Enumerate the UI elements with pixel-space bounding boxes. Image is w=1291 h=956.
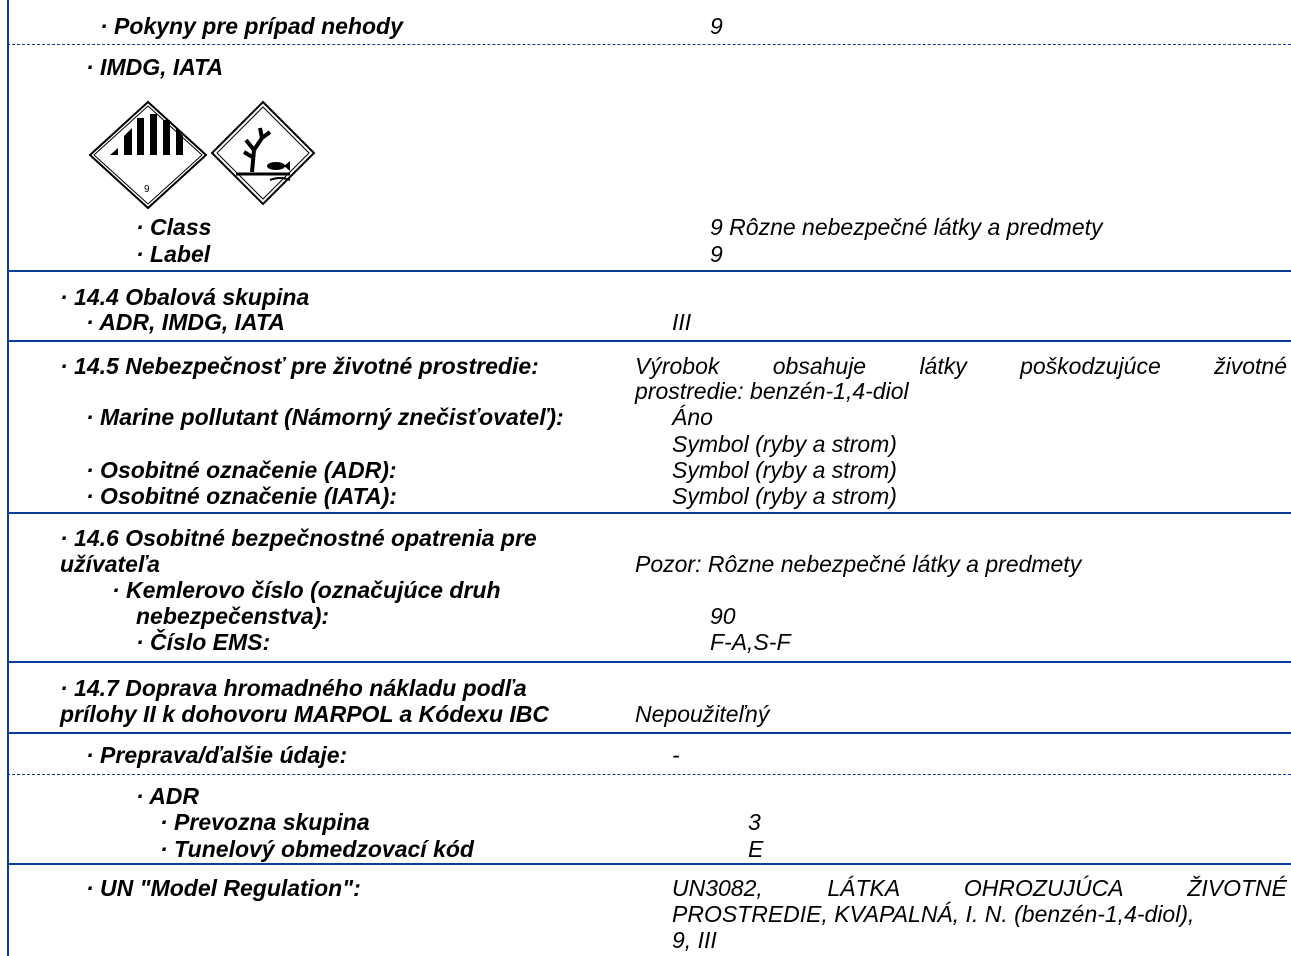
section-divider — [7, 732, 1291, 734]
s14-5-value-line1: Výrobok obsahuje látky poškodzujúce životné — [635, 353, 1287, 379]
adr-heading: · ADR — [136, 783, 200, 809]
section-divider — [7, 270, 1291, 272]
label-value: 9 — [710, 241, 723, 267]
adr-tunnel-value: E — [748, 836, 764, 862]
section-divider — [7, 512, 1291, 514]
accident-label: · Pokyny pre prípad nehody — [100, 13, 403, 39]
s14-4-sub-label: · ADR, IMDG, IATA — [86, 309, 285, 335]
s14-6-value: Pozor: Rôzne nebezpečné látky a predmety — [635, 551, 1082, 577]
s14-5-value-line2: prostredie: benzén-1,4-diol — [635, 378, 909, 404]
adr-mark-value: Symbol (ryby a strom) — [672, 457, 897, 483]
adr-mark-label: · Osobitné označenie (ADR): — [86, 457, 397, 483]
section-divider — [7, 661, 1291, 663]
s14-4-sub-value: III — [672, 309, 692, 335]
s14-7-heading-line2: prílohy II k dohovoru MARPOL a Kódexu IBC — [60, 701, 549, 727]
iata-mark-label: · Osobitné označenie (IATA): — [86, 483, 397, 509]
imdg-heading: · IMDG, IATA — [86, 54, 224, 80]
kemler-label-line2: nebezpečenstva): — [136, 603, 330, 629]
label-label: · Label — [136, 241, 211, 267]
s14-6-heading-line2: užívateľa — [60, 551, 160, 577]
transport-label: · Preprava/ďalšie údaje: — [86, 742, 348, 768]
environment-hazard-icon — [210, 100, 316, 206]
kemler-value: 90 — [710, 603, 736, 629]
ems-label: · Číslo EMS: — [136, 629, 271, 655]
section-divider — [7, 340, 1291, 342]
svg-text:9: 9 — [144, 184, 150, 195]
marine-label: · Marine pollutant (Námorný znečisťovateľ): — [86, 404, 564, 430]
accident-value: 9 — [710, 13, 723, 39]
adr-group-label: · Prevozna skupina — [160, 809, 370, 835]
left-border — [7, 0, 9, 956]
un-line2: PROSTREDIE, KVAPALNÁ, I. N. (benzén-1,4-diol), — [672, 901, 1195, 927]
marine-value-2: Symbol (ryby a strom) — [672, 431, 897, 457]
un-label: · UN "Model Regulation": — [86, 875, 361, 901]
adr-group-value: 3 — [748, 809, 761, 835]
dashed-divider — [7, 44, 1291, 45]
s14-7-heading-line1: · 14.7 Doprava hromadného nákladu podľa — [60, 675, 527, 701]
s14-4-heading: · 14.4 Obalová skupina — [60, 284, 310, 310]
s14-7-value: Nepoužiteľný — [635, 701, 770, 727]
marine-value: Áno — [672, 404, 713, 430]
section-divider — [7, 863, 1291, 865]
transport-value: - — [672, 742, 680, 768]
s14-6-heading-line1: · 14.6 Osobitné bezpečnostné opatrenia pre — [60, 525, 537, 551]
class-9-miscellaneous-icon — [88, 100, 208, 210]
un-line3: 9, III — [672, 927, 717, 953]
adr-tunnel-label: · Tunelový obmedzovací kód — [160, 836, 474, 862]
un-line1: UN3082, LÁTKA OHROZUJÚCA ŽIVOTNÉ — [672, 875, 1287, 901]
dashed-divider — [7, 774, 1291, 775]
kemler-label-line1: · Kemlerovo číslo (označujúce druh — [112, 577, 501, 603]
s14-5-heading: · 14.5 Nebezpečnosť pre životné prostredie: — [60, 353, 539, 379]
class-value: 9 Rôzne nebezpečné látky a predmety — [710, 214, 1103, 240]
class-label: · Class — [136, 214, 212, 240]
ems-value: F-A,S-F — [710, 629, 791, 655]
iata-mark-value: Symbol (ryby a strom) — [672, 483, 897, 509]
